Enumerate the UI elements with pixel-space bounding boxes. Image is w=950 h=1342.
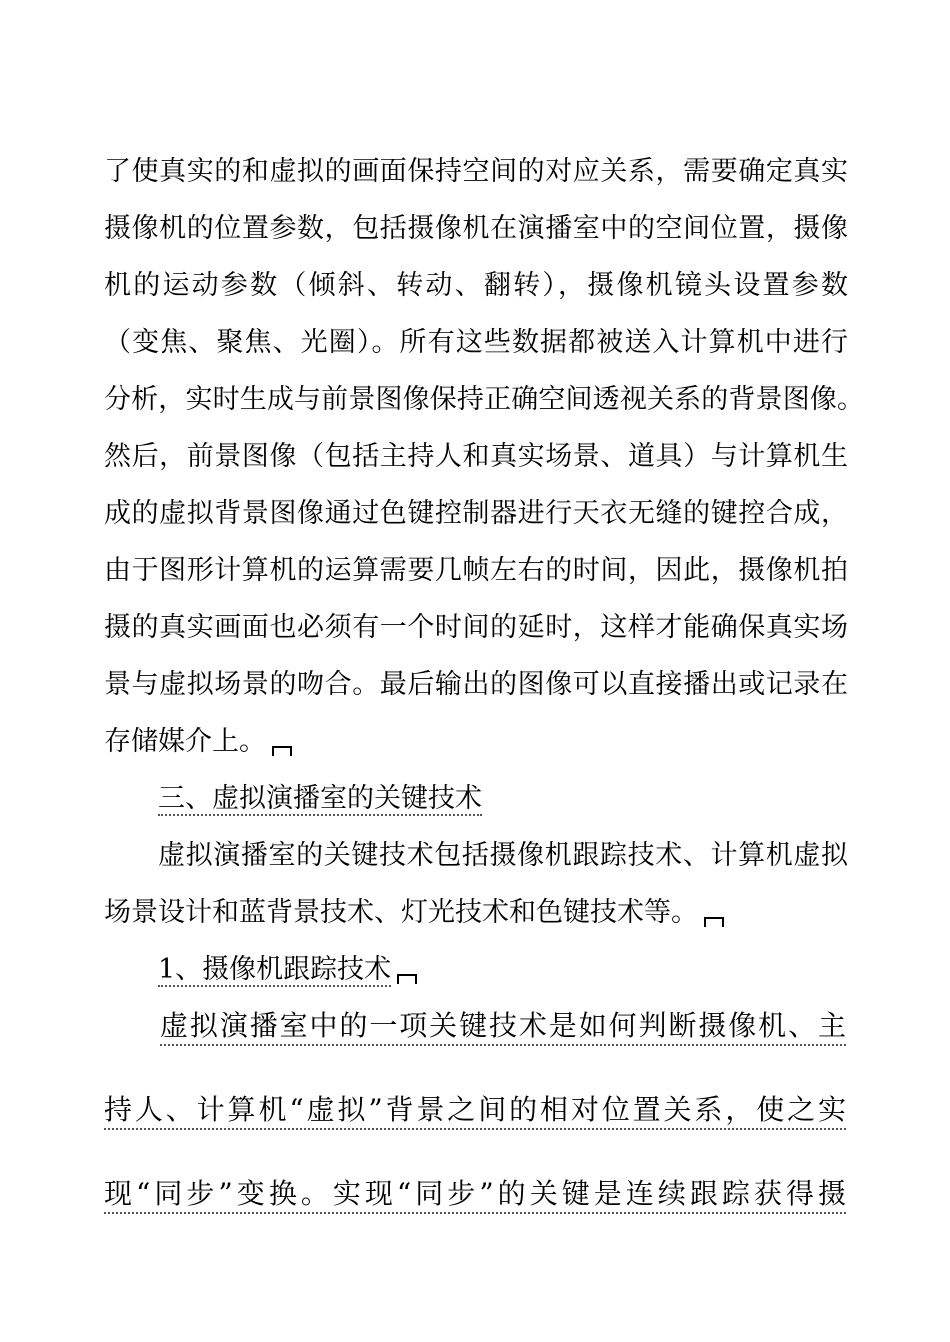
paragraph1-line-7: 成的虚拟背景图像通过色键控制器进行天衣无缝的键控合成， [104, 498, 848, 529]
paragraph2-line-2 [104, 895, 848, 931]
paragraph1-line-11 [104, 724, 848, 760]
paragraph2-line-1: 虚拟演播室的关键技术包括摄像机跟踪技术、计算机虚拟 [158, 840, 848, 871]
paragraph1-line-6: 然后，前景图像（包括主持人和真实场景、道具）与计算机生 [104, 441, 848, 472]
paragraph1-line-4: （变焦、聚焦、光圈）。所有这些数据都被送入计算机中进行 [104, 327, 848, 358]
paragraph1-line-5: 分析，实时生成与前景图像保持正确空间透视关系的背景图像。 [104, 384, 864, 415]
paragraph1-line-2: 摄像机的位置参数，包括摄像机在演播室中的空间位置，摄像 [104, 213, 848, 244]
section-heading [158, 781, 848, 817]
subheading-text: 1、摄像机跟踪技术 [158, 954, 392, 985]
paragraph1-line-9: 摄的真实画面也必须有一个时间的延时，这样才能确保真实场 [104, 612, 848, 643]
paragraph3-line-1: 虚拟演播室中的一项关键技术是如何判断摄像机、主 [160, 1008, 846, 1046]
paragraph1-line-3: 机的运动参数（倾斜、转动、翻转），摄像机镜头设置参数 [104, 270, 848, 301]
paragraph1-line-8: 由于图形计算机的运算需要几帧左右的时间，因此，摄像机拍 [104, 555, 848, 586]
paragraph1-line-10: 景与虚拟场景的吻合。最后输出的图像可以直接播出或记录在 [104, 669, 848, 700]
paragraph3-line-2: 持人、计算机“虚拟”背景之间的相对位置关系，使之实 [104, 1092, 846, 1130]
paragraph2-line-2-text: 场景设计和蓝背景技术、灯光技术和色键技术等。 [104, 897, 698, 928]
section-heading-text: 三、虚拟演播室的关键技术 [158, 783, 482, 814]
paragraph-mark-icon [397, 974, 417, 984]
subheading [158, 952, 848, 988]
paragraph1-line-11-text: 存储媒介上。 [104, 726, 266, 757]
paragraph1-line-1: 了使真实的和虚拟的画面保持空间的对应关系，需要确定真实 [104, 156, 848, 187]
paragraph3-line-3: 现“同步”变换。实现“同步”的关键是连续跟踪获得摄 [104, 1176, 846, 1214]
paragraph-mark-icon [272, 746, 292, 756]
paragraph-mark-icon [704, 917, 724, 927]
